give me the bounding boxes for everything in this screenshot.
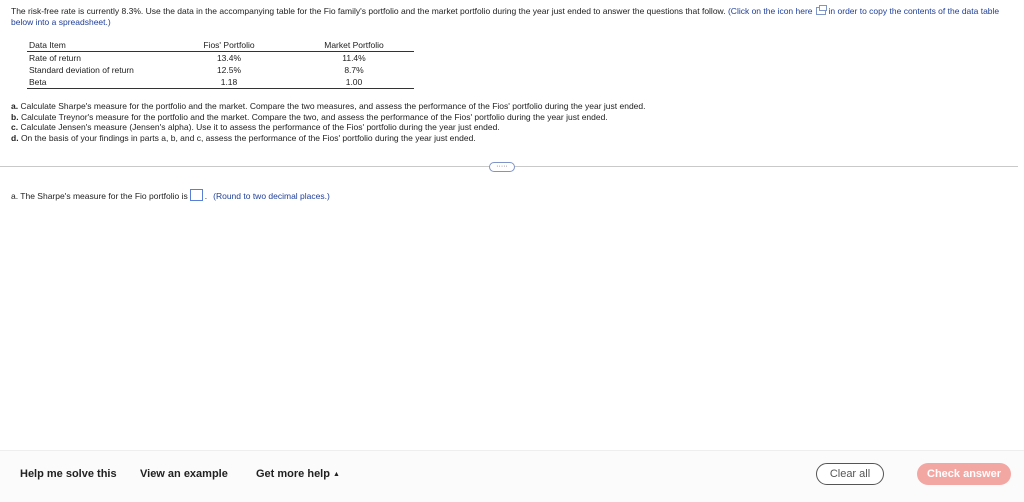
answer-prefix: a. The Sharpe's measure for the Fio portfolio is xyxy=(11,191,188,201)
answer-input[interactable] xyxy=(190,189,203,201)
table-cell: 8.7% xyxy=(344,65,364,75)
table-cell: Standard deviation of return xyxy=(29,65,134,75)
table-cell: Rate of return xyxy=(29,53,81,63)
table-cell: 1.18 xyxy=(164,76,294,89)
table-cell: 11.4% xyxy=(342,53,366,63)
get-more-help-label: Get more help xyxy=(256,468,330,480)
get-more-help-button[interactable] xyxy=(256,468,340,480)
footer-bar xyxy=(0,450,1024,502)
copy-link-before: (Click on the icon here xyxy=(727,6,813,16)
table-header: Fios' Portfolio xyxy=(164,39,294,52)
help-me-solve-button[interactable]: Help me solve this xyxy=(20,468,117,480)
problem-intro xyxy=(11,6,1011,28)
answer-hint: (Round to two decimal places.) xyxy=(213,191,330,201)
table-cell: Beta xyxy=(27,76,164,89)
table-row xyxy=(27,52,414,65)
view-example-button[interactable]: View an example xyxy=(140,468,228,480)
table-cell: 12.5% xyxy=(216,65,242,75)
caret-up-icon: ▲ xyxy=(333,471,340,478)
question-item: b. Calculate Treynor's measure for the portfolio and the market. Compare the two, and assess the performance of the Fios' portfolio during the year just ended. xyxy=(11,111,608,122)
expand-button[interactable]: ····· xyxy=(489,162,515,172)
data-table xyxy=(27,39,414,89)
question-item: a. Calculate Sharpe's measure for the portfolio and the market. Compare the two measures, and assess the performance of the Fios' portfolio during the year just ended. xyxy=(11,101,646,111)
copy-link-tail: the contents of the data table below into a spreadsheet.) xyxy=(11,6,1000,27)
intro-text: The risk-free rate is currently 8.3%. Use the data in the accompanying table for the Fio family's portfolio and the market portfolio during the year just ended to answer the questions that follow. xyxy=(11,6,726,16)
copy-icon[interactable] xyxy=(816,7,826,15)
clear-all-button[interactable]: Clear all xyxy=(816,463,884,485)
table-row xyxy=(27,64,414,76)
table-cell: 13.4% xyxy=(216,53,242,63)
table-header: Market Portfolio xyxy=(294,39,414,52)
table-header: Data Item xyxy=(27,39,164,52)
table-row xyxy=(27,76,414,89)
answer-suffix: . xyxy=(204,191,208,201)
table-cell: 1.00 xyxy=(294,76,414,89)
question-item: d. On the basis of your findings in parts a, b, and c, assess the performance of the Fios' portfolio during the year just ended. xyxy=(11,132,476,143)
question-item: c. Calculate Jensen's measure (Jensen's alpha). Use it to assess the performance of the Fios' portfolio during the year just ended. xyxy=(11,122,500,132)
question-list xyxy=(11,101,646,143)
table-header-row xyxy=(27,39,414,52)
answer-line xyxy=(11,189,330,202)
check-answer-button[interactable]: Check answer xyxy=(917,463,1011,485)
copy-link-after: in order to copy xyxy=(828,6,888,16)
